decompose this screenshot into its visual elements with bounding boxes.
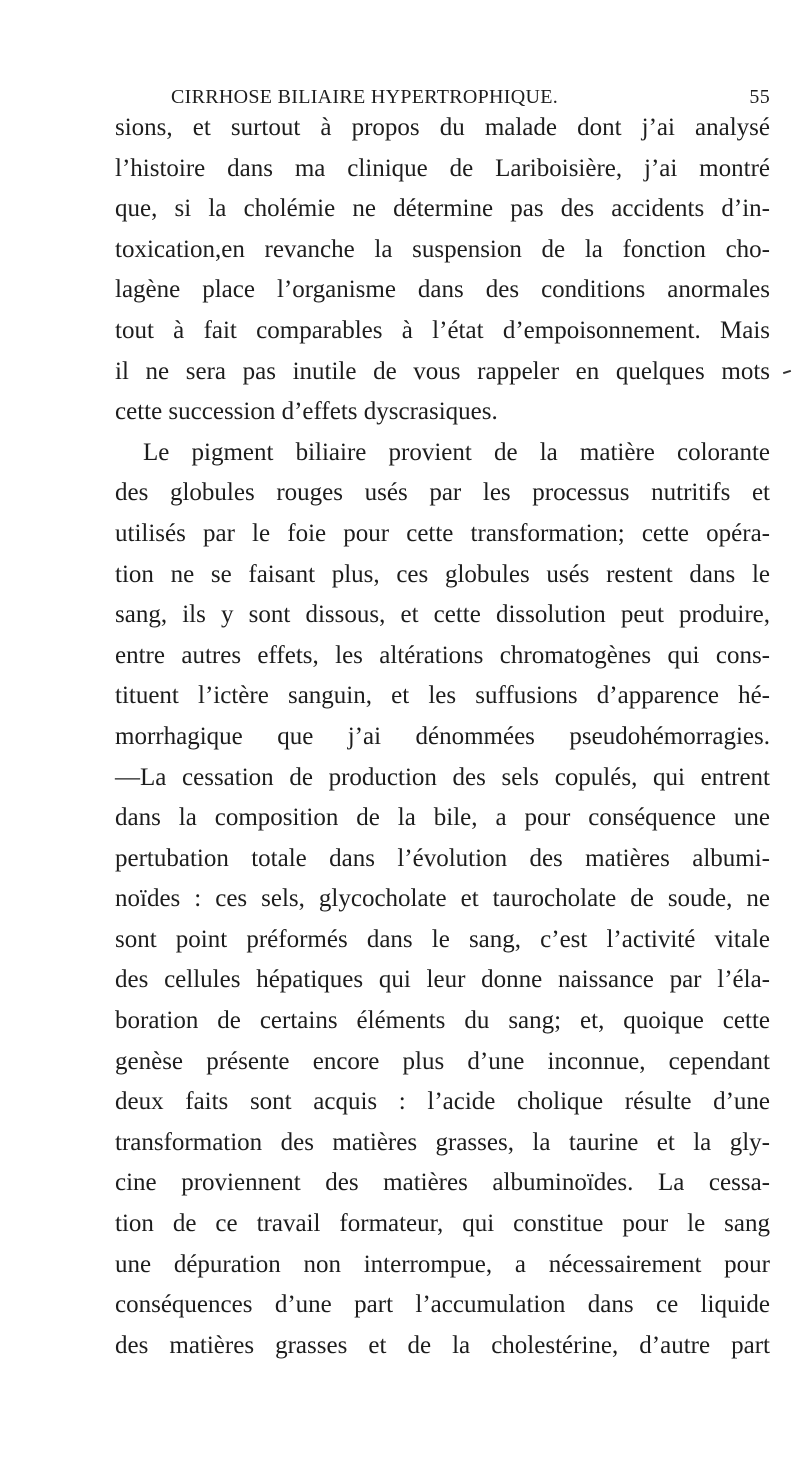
text-line: pertubation totale dans l’évolution des matières albumi- [115,844,770,872]
text-line: —La cessation de production des sels copulés, qui entrent [115,763,770,791]
text-line: transformation des matières grasses, la taurine et la gly- [115,1128,770,1156]
text-line: cine proviennent des matières albuminoïdes. La cessa- [115,1169,770,1197]
text-line: toxication,en revanche la suspension de la fonction cho- [115,235,770,263]
text-line: des cellules hépatiques qui leur donne naissance par l’éla- [115,966,770,994]
body-text [115,108,770,1366]
text-line: boration de certains éléments du sang; et, quoique cette [115,1007,770,1035]
text-line: tituent l’ictère sanguin, et les suffusions d’apparence hé- [115,682,770,710]
text-line: lagène place l’organisme dans des conditions anormales [115,276,770,304]
running-title: CIRRHOSE BILIAIRE HYPERTROPHIQUE. [171,86,559,108]
text-line: entre autres effets, les altérations chromatogènes qui cons- [115,641,770,669]
text-line: tion de ce travail formateur, qui constitue pour le sang [115,1210,770,1238]
text-line: tion ne se faisant plus, ces globules usés restent dans le [115,560,770,588]
text-line: une dépuration non interrompue, a nécessairement pour [115,1250,770,1278]
text-line: des globules rouges usés par les processus nutritifs et [115,479,770,507]
text-line: des matières grasses et de la cholestérine, d’autre part [115,1331,770,1359]
text-line: sions, et surtout à propos du malade dont j’ai analysé [115,114,770,141]
text-line: cette succession d’effets dyscrasiques. [115,398,498,426]
text-line: noïdes : ces sels, glycocholate et taurocholate de soude, ne [115,885,770,913]
text-line: dans la composition de la bile, a pour conséquence une [115,804,770,832]
text-line: sang, ils y sont dissous, et cette dissolution peut produire, [115,601,770,629]
print-speck [783,370,791,374]
text-line: tout à fait comparables à l’état d’empoisonnement. Mais [115,316,770,344]
text-line: que, si la cholémie ne détermine pas des accidents d’in- [115,195,770,223]
text-line: utilisés par le foie pour cette transformation; cette opéra- [115,519,770,547]
text-line: deux faits sont acquis : l’acide cholique résulte d’une [115,1088,770,1116]
page-number: 55 [749,86,770,108]
text-line: morrhagique que j’ai dénommées pseudohémorragies. [115,722,770,750]
text-line: sont point préformés dans le sang, c’est l’activité vitale [115,925,770,953]
text-line: genèse présente encore plus d’une inconnue, cependant [115,1047,770,1075]
text-line: conséquences d’une part l’accumulation dans ce liquide [115,1291,770,1319]
text-line: il ne sera pas inutile de vous rappeler en quelques mots [115,357,770,385]
text-line: l’histoire dans ma clinique de Lariboisière, j’ai montré [115,154,770,182]
paragraph-first-line: Le pigment biliaire provient de la matière colorante [143,438,770,466]
